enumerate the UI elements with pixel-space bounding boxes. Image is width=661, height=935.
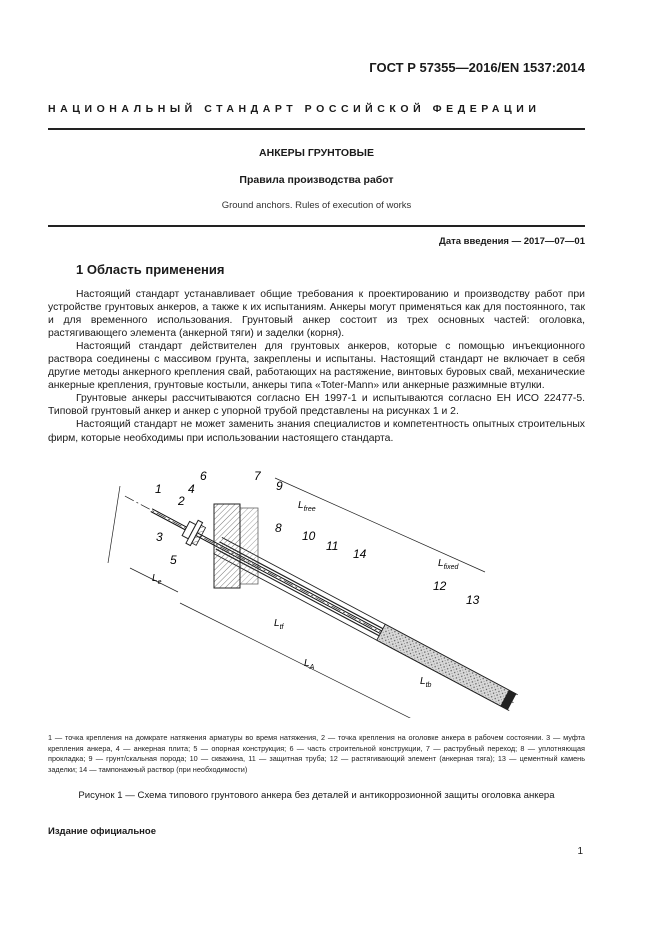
paragraph-1: Настоящий стандарт устанавливает общие требования к проектированию и производству работ при устройстве грунтовых анкеров, а также к их испытаниям. Анкеры могут применяться как для постоянного, так и для временного использования. Грунтовый анкер состоит из трех основных частей: оголовка, растягивающего элемента (анкерной тяги) и заделки (корня). bbox=[48, 289, 585, 340]
document-subtitle: Правила производства работ bbox=[239, 174, 394, 186]
soil-face bbox=[240, 508, 258, 584]
anchor-diagram bbox=[90, 468, 530, 723]
section-body bbox=[48, 288, 585, 445]
title-divider bbox=[48, 225, 585, 227]
standard-number: ГОСТ Р 57355—2016/EN 1537:2014 bbox=[369, 60, 585, 75]
label-14: 14 bbox=[353, 547, 367, 561]
national-standard-banner: НАЦИОНАЛЬНЫЙ СТАНДАРТ РОССИЙСКОЙ ФЕДЕРАЦИИ bbox=[48, 103, 541, 115]
figure-legend: 1 — точка крепления на домкрате натяжения арматуры во время натяжения, 2 — точка крепления на оголовке анкера в рабочем состоянии. 3 — муфта крепления анкера, 4 — анкерная плита; 5 — опорная конструкция; 6 — часть строительной конструкции, 7 — раструбный переход; 8 — уплотняющая прокладка; 9 — грунт/скальная порода; 10 — скважина, 11 — защитная труба; 12 — растягивающий элемент (анкерная тяга); 13 — цементный камень заделки; 14 — тампонажный раствор (при необходимости) bbox=[48, 733, 585, 774]
dim-ltf: $L_{tf}$ bbox=[274, 618, 284, 631]
structure-wall bbox=[214, 504, 240, 588]
english-title: Ground anchors. Rules of execution of works bbox=[221, 200, 412, 211]
paragraph-3: Грунтовые анкеры рассчитываются согласно ЕН 1997-1 и испытываются согласно ЕН ИСО 22477-5. Типовой грунтовый анкер и анкер с упорной трубой представлены на рисунках 1 и 2. bbox=[48, 393, 585, 418]
grout-body bbox=[377, 624, 516, 709]
page-number: 1 bbox=[577, 846, 583, 857]
label-13: 13 bbox=[466, 593, 480, 607]
top-divider bbox=[48, 128, 585, 130]
label-2: 2 bbox=[178, 494, 185, 508]
label-4: 4 bbox=[188, 482, 195, 496]
dim-lfree: $L_{free}$ bbox=[298, 500, 316, 513]
dim-le: $L_e$ bbox=[152, 573, 162, 586]
label-1: 1 bbox=[155, 482, 162, 496]
label-5: 5 bbox=[170, 553, 177, 567]
figure-caption: Рисунок 1 — Схема типового грунтового анкера без деталей и антикоррозионной защиты оголовка анкера bbox=[78, 790, 555, 801]
label-9: 9 bbox=[276, 479, 283, 493]
label-6: 6 bbox=[200, 469, 207, 483]
introduction-date: Дата введения — 2017—07—01 bbox=[439, 236, 585, 247]
anchor-diagram-svg bbox=[90, 468, 530, 718]
dim-ltb: $L_{tb}$ bbox=[420, 676, 432, 689]
label-10: 10 bbox=[302, 529, 316, 543]
label-8: 8 bbox=[275, 521, 282, 535]
dim-lfixed: $L_{fixed}$ bbox=[438, 558, 459, 571]
document-title: АНКЕРЫ ГРУНТОВЫЕ bbox=[259, 147, 374, 159]
label-7: 7 bbox=[254, 469, 261, 483]
dim-la: $L_A$ bbox=[304, 658, 315, 671]
label-12: 12 bbox=[433, 579, 447, 593]
paragraph-4: Настоящий стандарт не может заменить знания специалистов и компетентность опытных строительных фирм, которые необходимы при использовании настоящего стандарта. bbox=[48, 419, 585, 444]
paragraph-2: Настоящий стандарт действителен для грунтовых анкеров, которые с помощью инъекционного раствора соединены с массивом грунта, закреплены и испытаны. Настоящий стандарт не включает в себя другие методы анкерного крепления свай, работающих на растяжение, винтовых буровых свай, механические анкерные крепления, грунтовые костыли, анкеры типа «Toter-Mann» или анкерные разжимные втулки. bbox=[48, 341, 585, 392]
label-11: 11 bbox=[326, 539, 339, 553]
label-3: 3 bbox=[156, 530, 163, 544]
official-edition-label: Издание официальное bbox=[48, 826, 156, 837]
section-heading: 1 Область применения bbox=[76, 262, 225, 277]
